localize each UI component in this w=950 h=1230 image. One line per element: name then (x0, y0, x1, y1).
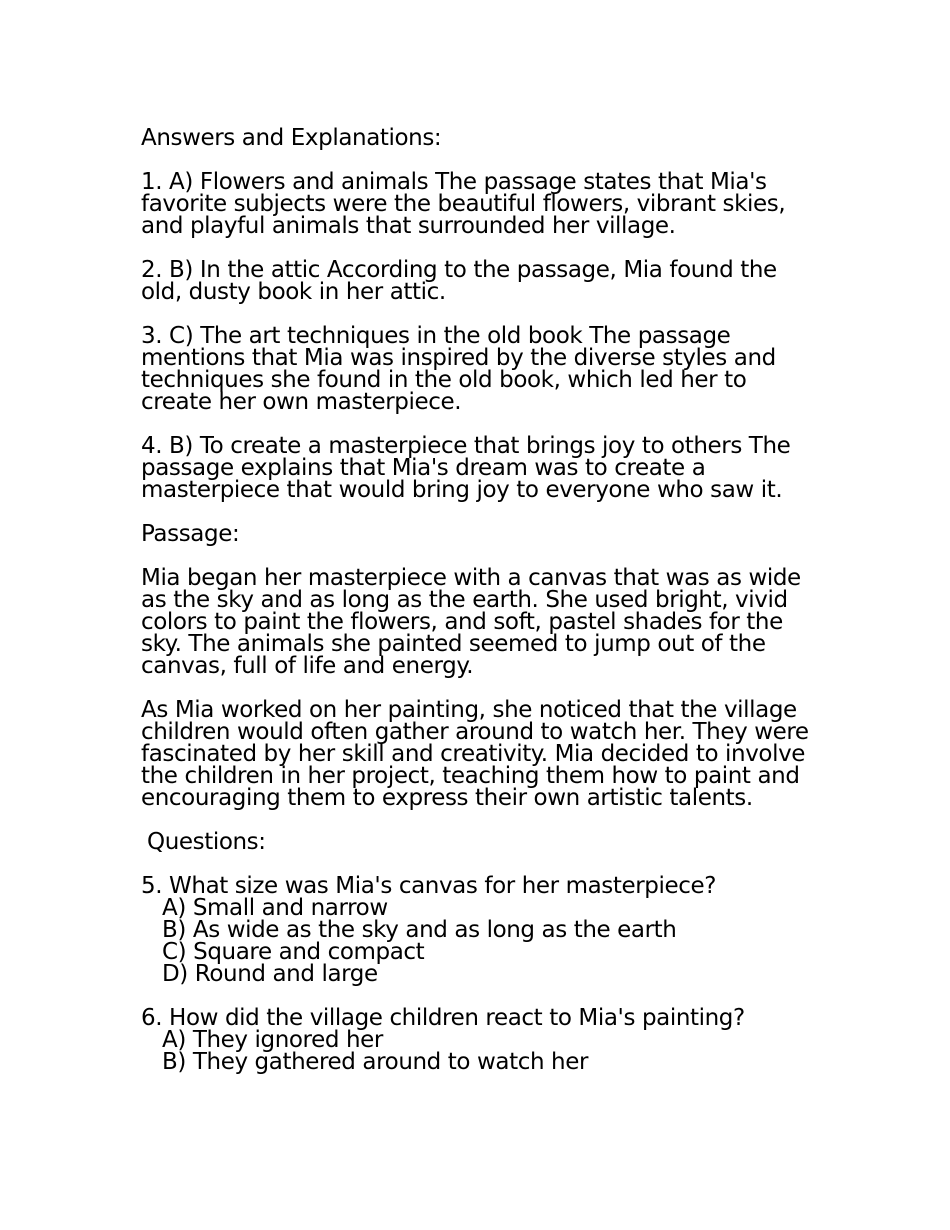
passage-paragraph-1: Mia began her masterpiece with a canvas that was as wide as the sky and as long as the earth. She used bright, vivid colors to paint the flowers, and soft, pastel shades for the sky. The animals she painted seemed to jump out of the canvas, full of life and energy. (141, 565, 801, 679)
question-6 (141, 1007, 821, 1073)
passage-heading: Passage: (141, 521, 240, 547)
question-6-prompt: 6. How did the village children react to Mia's painting? (141, 1005, 745, 1031)
answer-4: 4. B) To create a masterpiece that brings joy to others The passage explains that Mia's dream was to create a masterpiece that would bring joy to everyone who saw it. (141, 433, 791, 503)
document-page (141, 127, 821, 1095)
passage-paragraph-2: As Mia worked on her painting, she noticed that the village children would often gather around to watch her. They were fascinated by her skill and creativity. Mia decided to involve the children in her project, teaching them how to paint and encouraging them to express their own artistic talents. (141, 697, 809, 811)
question-6-option-b: B) They gathered around to watch her (162, 1049, 589, 1075)
question-5-option-b: B) As wide as the sky and as long as the earth (162, 917, 677, 943)
answer-1: 1. A) Flowers and animals The passage states that Mia's favorite subjects were the beautiful flowers, vibrant skies, and playful animals that surrounded her village. (141, 169, 786, 239)
question-5-option-d: D) Round and large (162, 961, 378, 987)
question-5-option-c: C) Square and compact (162, 939, 425, 965)
answer-3: 3. C) The art techniques in the old book The passage mentions that Mia was inspired by the diverse styles and techniques she found in the old book, which led her to create her own masterpiece. (141, 323, 776, 415)
question-5-option-a: A) Small and narrow (162, 895, 388, 921)
answer-2: 2. B) In the attic According to the passage, Mia found the old, dusty book in her attic. (141, 257, 777, 305)
answers-heading: Answers and Explanations: (141, 125, 442, 151)
questions-heading: Questions: (147, 829, 266, 855)
question-5 (141, 875, 821, 985)
question-5-prompt: 5. What size was Mia's canvas for her masterpiece? (141, 873, 717, 899)
question-6-option-a: A) They ignored her (162, 1027, 383, 1053)
